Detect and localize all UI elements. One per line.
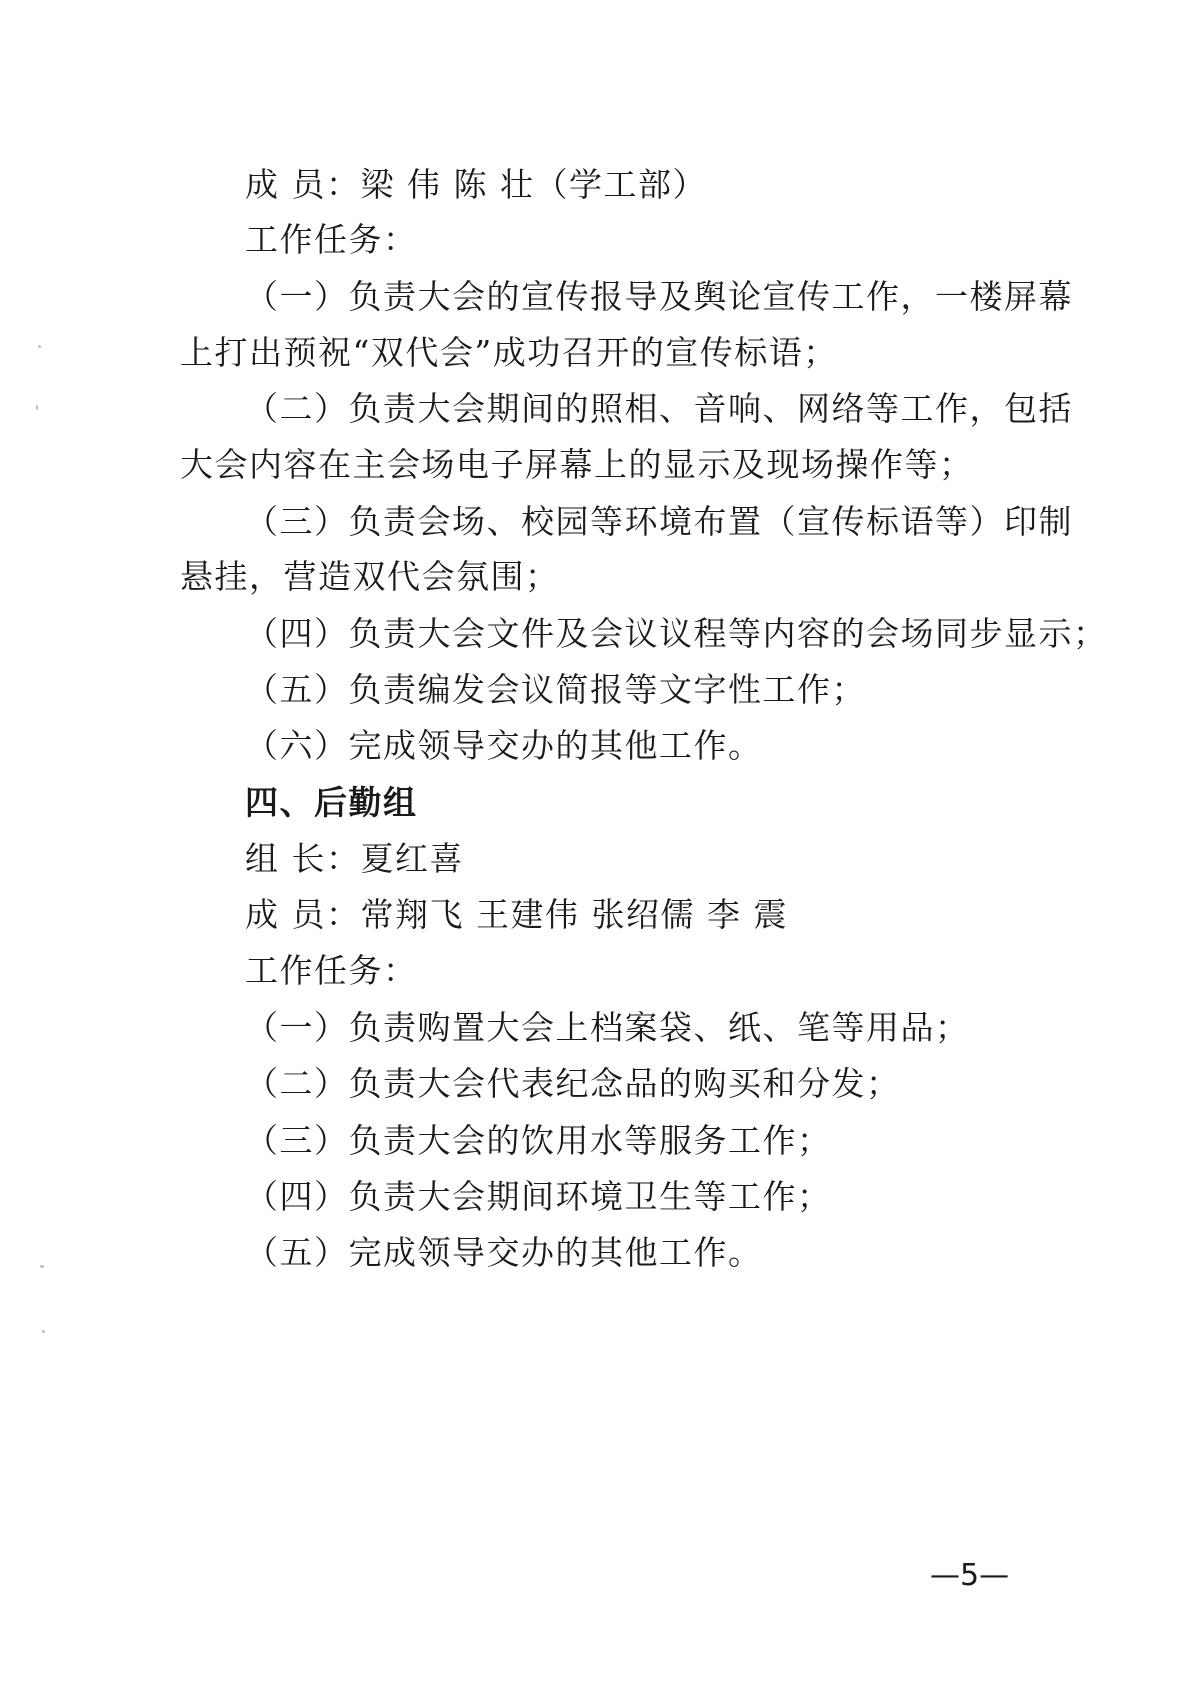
task-item: （二）负责大会代表纪念品的购买和分发； [245, 1064, 901, 1103]
members-line-logistics: 成 员：常翔飞 王建伟 张绍儒 李 震 [245, 895, 788, 934]
task-item: （四）负责大会期间环境卫生等工作； [245, 1177, 832, 1216]
task-item-continuation: 上打出预祝“双代会”成功召开的宣传标语； [180, 333, 838, 372]
task-item: （二）负责大会期间的照相、音响、网络等工作，包括 [245, 389, 1073, 428]
scan-speck [40, 1265, 44, 1268]
section-heading-logistics: 四、后勤组 [245, 783, 418, 822]
group-leader-line: 组 长：夏红喜 [245, 839, 464, 878]
task-item: （四）负责大会文件及会议议程等内容的会场同步显示； [245, 614, 1108, 653]
scan-speck [38, 345, 41, 348]
tasks-label: 工作任务： [245, 220, 418, 259]
task-item-continuation: 大会内容在主会场电子屏幕上的显示及现场操作等； [180, 445, 974, 484]
tasks-label: 工作任务： [245, 951, 418, 990]
scan-speck [42, 1330, 45, 1333]
task-item: （一）负责购置大会上档案袋、纸、笔等用品； [245, 1008, 970, 1047]
page-number: —5— [930, 1558, 1010, 1593]
task-item-continuation: 悬挂，营造双代会氛围； [180, 557, 560, 596]
task-item: （六）完成领导交办的其他工作。 [245, 726, 763, 765]
members-line-publicity: 成 员：梁 伟 陈 壮（学工部） [245, 165, 707, 204]
task-item: （一）负责大会的宣传报导及舆论宣传工作，一楼屏幕 [245, 277, 1073, 316]
task-item: （五）负责编发会议简报等文字性工作； [245, 670, 866, 709]
task-item: （五）完成领导交办的其他工作。 [245, 1233, 763, 1272]
scan-speck [36, 405, 38, 410]
task-item: （三）负责大会的饮用水等服务工作； [245, 1121, 832, 1160]
task-item: （三）负责会场、校园等环境布置（宣传标语等）印制 [245, 502, 1073, 541]
